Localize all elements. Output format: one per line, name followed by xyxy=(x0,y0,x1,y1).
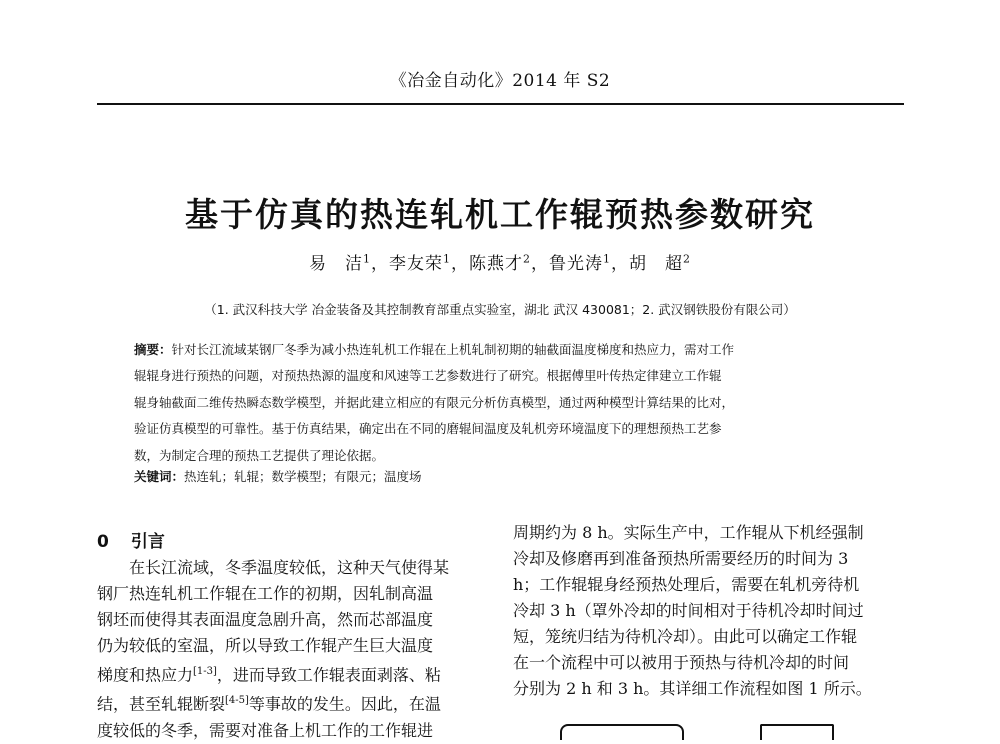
body-line: 冷却 3 h（罩外冷却的时间相对于待机冷却时间过 xyxy=(513,601,864,620)
author: 李友荣$^1$， xyxy=(389,252,469,274)
abstract xyxy=(134,337,864,469)
keywords xyxy=(134,467,864,485)
body-line: 钢坯而使得其表面温度急剧升高，然而芯部温度 xyxy=(97,610,434,629)
author: 陈燕才$^2$， xyxy=(469,252,549,274)
abstract-line: 数，为制定合理的预热工艺提供了理论依据。 xyxy=(134,447,385,463)
paper-title: 基于仿真的热连轧机工作辊预热参数研究 xyxy=(185,195,815,234)
keywords-text: 热连轧；轧辊；数学模型；有限元；温度场 xyxy=(184,469,422,484)
citation: [4-5] xyxy=(225,695,249,707)
abstract-line: 验证仿真模型的可靠性。基于仿真结果，确定出在不同的磨辊间温度及轧机旁环境温度下的理想预热工艺参 xyxy=(134,421,722,437)
body-line: h；工作辊辊身经预热处理后，需要在轧机旁待机 xyxy=(513,575,860,594)
body-line: 分别为 2 h 和 3 h。其详细工作流程如图 1 所示。 xyxy=(513,679,872,698)
abstract-label: 摘要： xyxy=(134,342,172,357)
author: 胡 超$^2$ xyxy=(629,252,691,274)
author: 鲁光涛$^1$， xyxy=(549,252,629,274)
affiliation: （1. 武汉科技大学 冶金装备及其控制教育部重点实验室，湖北 武汉 430081；2. 武汉钢铁股份有限公司） xyxy=(204,302,796,317)
author: 易 洁$^1$， xyxy=(309,252,389,274)
citation: [1-3] xyxy=(193,666,217,677)
body-line: 梯度和热应力[1-3]，进而导致工作辊表面剥落、粘 xyxy=(97,665,441,685)
body-line: 冷却及修磨再到准备预热所需要经历的时间为 3 xyxy=(513,549,849,568)
body-line: 结，甚至轧辊断裂[4-5]等事故的发生。因此，在温 xyxy=(97,694,441,714)
left-column xyxy=(97,555,487,744)
abstract-line: 辊身轴截面二维传热瞬态数学模型，并据此建立相应的有限元分析仿真模型，通过两种模型计算结果的比对， xyxy=(134,394,735,410)
body-line: 短，笼统归结为待机冷却）。由此可以确定工作辊 xyxy=(513,627,858,646)
flowchart-box xyxy=(760,724,834,740)
journal-header: 《冶金自动化》2014 年 S2 xyxy=(389,71,611,91)
body-line: 仍为较低的室温，所以导致工作辊产生巨大温度 xyxy=(97,636,434,655)
header-rule xyxy=(97,103,904,105)
body-line: 周期约为 8 h。实际生产中，工作辊从下机经强制 xyxy=(513,523,864,542)
section-heading xyxy=(97,527,165,552)
abstract-line: 辊辊身进行预热的问题，对预热热源的温度和风速等工艺参数进行了研究。根据傅里叶传热定律建立工作辊 xyxy=(134,368,722,384)
figure-1-partial xyxy=(560,724,880,738)
keywords-label: 关键词： xyxy=(134,469,185,484)
flowchart-box xyxy=(560,724,684,740)
right-column xyxy=(513,520,913,702)
body-line: 在一个流程中可以被用于预热与待机冷却的时间 xyxy=(513,653,850,672)
author-list xyxy=(0,249,1000,274)
body-line: 度较低的冬季，需要对准备上机工作的工作辊进 xyxy=(97,720,434,740)
body-line: 在长江流域，冬季温度较低，这种天气使得某 xyxy=(97,558,450,577)
abstract-line: 摘要：针对长江流域某钢厂冬季为减小热连轧机工作辊在上机轧制初期的轴截面温度梯度和热应力，需对工作 xyxy=(134,342,735,357)
section-title: 引言 xyxy=(130,532,165,552)
section-number: 0 xyxy=(97,532,109,552)
body-line: 钢厂热连轧机工作辊在工作的初期，因轧制高温 xyxy=(97,584,434,603)
